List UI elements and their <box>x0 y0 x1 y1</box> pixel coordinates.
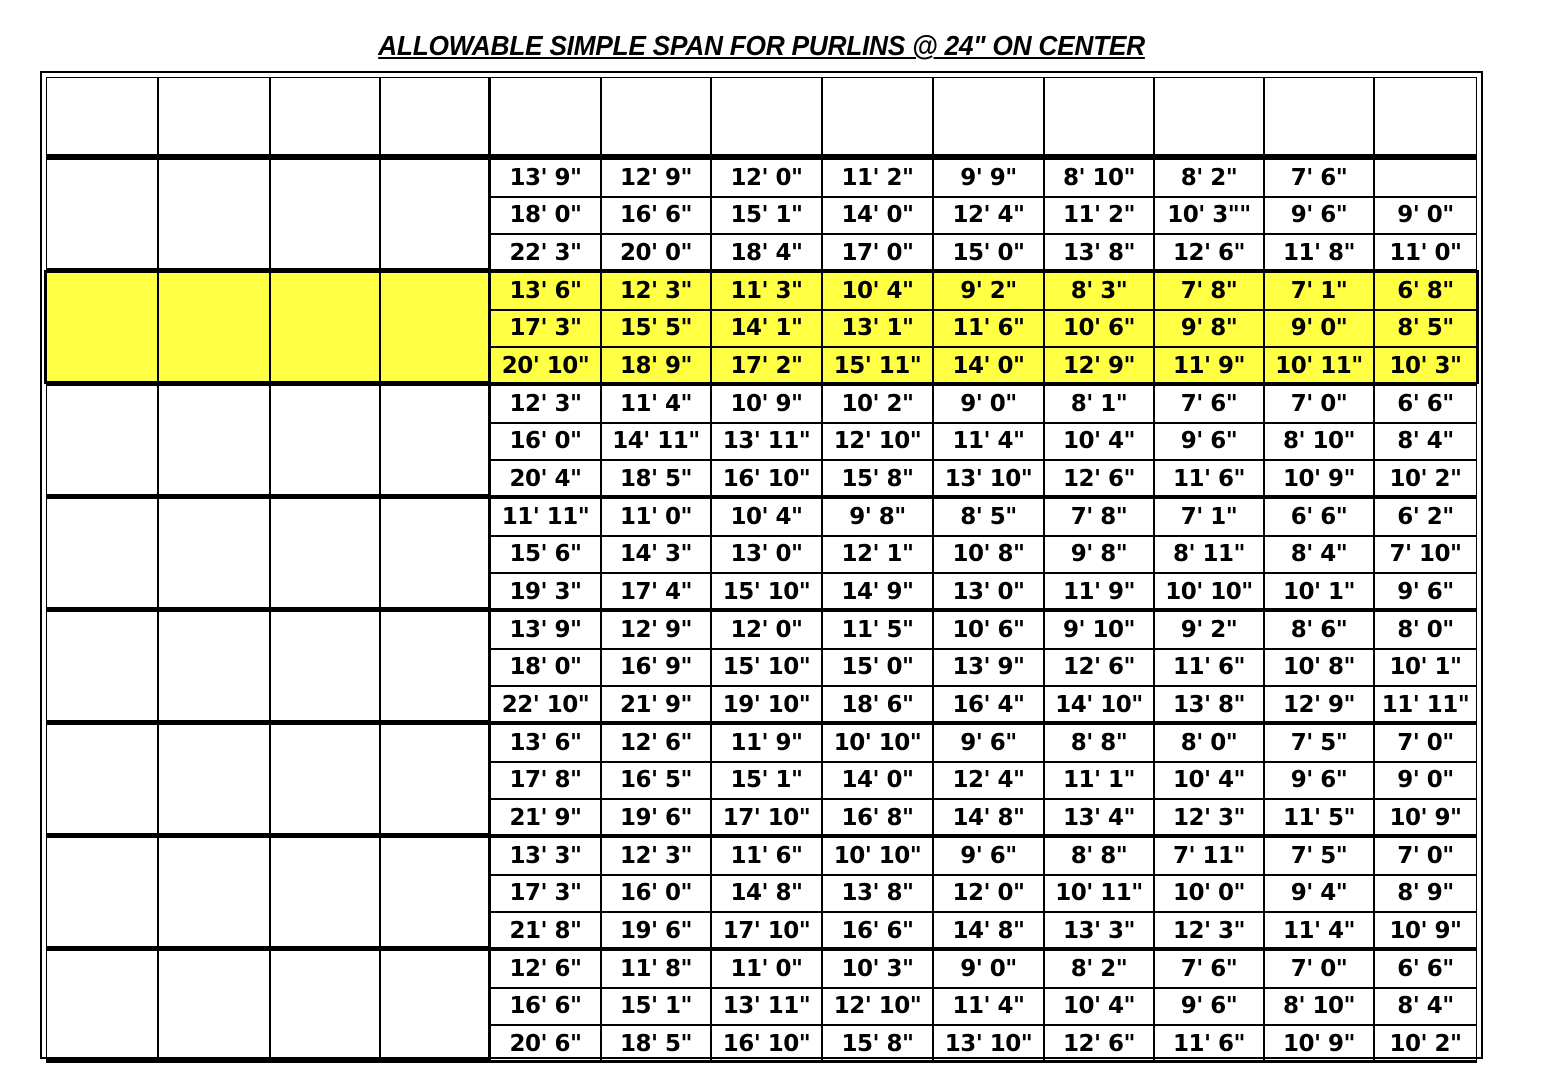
span-value-cell: 13' 1" <box>822 310 933 348</box>
header-load-20ll <box>601 77 711 155</box>
span-value-cell: 13' 3" <box>1044 912 1154 950</box>
span-value-cell: 10' 2" <box>822 385 933 423</box>
span-value-cell: 9' 6" <box>933 724 1044 762</box>
span-value-cell: 9' 6" <box>1264 762 1374 800</box>
span-value-cell: 17' 3" <box>490 875 601 913</box>
span-value-cell: 9' 6" <box>1374 573 1477 611</box>
span-table-grid <box>46 77 1477 1057</box>
grading-agency-cell <box>46 385 158 495</box>
span-value-cell: 8' 4" <box>1264 536 1374 574</box>
span-value-cell: 10' 3"" <box>1154 197 1264 235</box>
span-value-cell: 12' 3" <box>490 385 601 423</box>
span-value-cell: 8' 10" <box>1264 423 1374 461</box>
span-value-cell: 9' 0" <box>933 950 1044 988</box>
span-value-cell: 8' 3" <box>1044 272 1154 310</box>
span-value-cell: 12' 10" <box>822 988 933 1026</box>
span-value-cell: 22' 3" <box>490 234 601 272</box>
span-value-cell: 15' 1" <box>711 197 822 235</box>
span-value-cell: 8' 10" <box>1044 159 1154 197</box>
span-value-cell: 11' 6" <box>1154 1025 1264 1063</box>
span-value-cell: 6' 6" <box>1374 385 1477 423</box>
span-value-cell: 18' 0" <box>490 197 601 235</box>
span-value-cell: 9' 2" <box>933 272 1044 310</box>
span-value-cell: 10' 6" <box>1044 310 1154 348</box>
span-value-cell: 15' 11" <box>822 347 933 385</box>
span-value-cell: 7' 0" <box>1264 385 1374 423</box>
span-value-cell: 20' 10" <box>490 347 601 385</box>
fa-cell <box>158 385 270 495</box>
span-value-cell: 6' 2" <box>1374 498 1477 536</box>
span-value-cell: 11' 6" <box>933 310 1044 348</box>
span-value-cell: 13' 8" <box>822 875 933 913</box>
span-value-cell: 7' 6" <box>1154 385 1264 423</box>
span-value-cell: 15' 10" <box>711 573 822 611</box>
span-value-cell: 7' 0" <box>1374 837 1477 875</box>
page-title: ALLOWABLE SIMPLE SPAN FOR PURLINS @ 24" ON CENTER <box>378 30 1145 61</box>
span-value-cell: 18' 5" <box>601 460 711 498</box>
span-value-cell: 11' 4" <box>933 988 1044 1026</box>
span-value-cell: 10' 9" <box>1264 1025 1374 1063</box>
span-value-cell: 7' 5" <box>1264 837 1374 875</box>
span-value-cell: 17' 10" <box>711 799 822 837</box>
span-value-cell: 13' 8" <box>1044 234 1154 272</box>
span-value-cell: 14' 0" <box>933 347 1044 385</box>
span-value-cell: 9' 4" <box>1264 875 1374 913</box>
header-load-80ll <box>1374 77 1477 155</box>
span-value-cell: 8' 10" <box>1264 988 1374 1026</box>
span-value-cell: 14' 1" <box>711 310 822 348</box>
span-value-cell: 14' 3" <box>601 536 711 574</box>
span-value-cell: 11' 6" <box>1154 460 1264 498</box>
span-value-cell: 12' 9" <box>601 159 711 197</box>
span-value-cell: 13' 0" <box>933 573 1044 611</box>
span-value-cell: 12' 3" <box>1154 799 1264 837</box>
span-value-cell: 21' 8" <box>490 912 601 950</box>
header-load-15ll <box>490 77 601 155</box>
span-value-cell: 20' 0" <box>601 234 711 272</box>
span-value-cell: 12' 0" <box>933 875 1044 913</box>
purlin-size-cell <box>380 724 490 834</box>
header-special-grade <box>270 77 380 155</box>
species-group <box>46 272 1477 382</box>
span-value-cell: 10' 10" <box>822 837 933 875</box>
header-load-25ll <box>711 77 822 155</box>
span-value-cell: 7' 1" <box>1154 498 1264 536</box>
span-value-cell: 22' 10" <box>490 686 601 724</box>
span-value-cell: 9' 0" <box>1264 310 1374 348</box>
header-load-40ll <box>933 77 1044 155</box>
purlin-size-cell <box>380 950 490 1060</box>
species-group <box>46 724 1477 834</box>
span-value-cell: 11' 11" <box>490 498 601 536</box>
span-value-cell: 12' 3" <box>601 272 711 310</box>
span-value-cell: 16' 0" <box>490 423 601 461</box>
span-value-cell: 10' 4" <box>1154 762 1264 800</box>
span-value-cell: 14' 8" <box>933 912 1044 950</box>
grading-agency-cell <box>46 950 158 1060</box>
span-value-cell: 17' 3" <box>490 310 601 348</box>
span-value-cell: 14' 0" <box>822 197 933 235</box>
header-load-70ll <box>1264 77 1374 155</box>
span-value-cell: 14' 8" <box>711 875 822 913</box>
span-value-cell: 11' 8" <box>1264 234 1374 272</box>
span-value-cell: 9' 0" <box>1374 197 1477 235</box>
purlin-size-cell <box>380 611 490 721</box>
fa-cell <box>158 611 270 721</box>
header-load-60ll <box>1154 77 1264 155</box>
span-value-cell: 12' 4" <box>933 197 1044 235</box>
span-value-cell: 9' 0" <box>1374 762 1477 800</box>
span-value-cell: 13' 10" <box>933 1025 1044 1063</box>
span-value-cell: 15' 8" <box>822 1025 933 1063</box>
span-value-cell: 13' 6" <box>490 272 601 310</box>
span-value-cell: 16' 10" <box>711 1025 822 1063</box>
species-group <box>46 385 1477 495</box>
purlin-size-cell <box>380 498 490 608</box>
span-value-cell: 11' 0" <box>601 498 711 536</box>
span-value-cell: 11' 5" <box>1264 799 1374 837</box>
span-value-cell: 9' 10" <box>1044 611 1154 649</box>
span-value-cell: 7' 11" <box>1154 837 1264 875</box>
span-value-cell: 13' 3" <box>490 837 601 875</box>
span-value-cell: 16' 5" <box>601 762 711 800</box>
span-value-cell: 18' 5" <box>601 1025 711 1063</box>
span-value-cell: 10' 11" <box>1044 875 1154 913</box>
grading-agency-cell <box>46 159 158 269</box>
span-value-cell: 16' 10" <box>711 460 822 498</box>
span-value-cell: 12' 3" <box>601 837 711 875</box>
span-value-cell: 11' 1" <box>1044 762 1154 800</box>
span-value-cell: 18' 6" <box>822 686 933 724</box>
purlin-size-cell <box>380 159 490 269</box>
span-value-cell: 13' 4" <box>1044 799 1154 837</box>
special-grade-cell <box>270 159 380 269</box>
span-value-cell: 12' 6" <box>1044 1025 1154 1063</box>
group-divider <box>46 1060 1477 1063</box>
span-value-cell: 15' 0" <box>822 649 933 687</box>
span-value-cell: 19' 10" <box>711 686 822 724</box>
span-value-cell: 9' 8" <box>1044 536 1154 574</box>
span-value-cell: 12' 6" <box>601 724 711 762</box>
span-value-cell: 15' 0" <box>933 234 1044 272</box>
span-value-cell: 10' 4" <box>711 498 822 536</box>
span-value-cell: 16' 8" <box>822 799 933 837</box>
species-group <box>46 498 1477 608</box>
fa-cell <box>158 837 270 947</box>
span-value-cell: 10' 4" <box>822 272 933 310</box>
span-value-cell: 13' 6" <box>490 724 601 762</box>
span-value-cell: 7' 6" <box>1264 159 1374 197</box>
span-value-cell: 16' 6" <box>601 197 711 235</box>
span-value-cell: 13' 0" <box>711 536 822 574</box>
span-value-cell: 15' 1" <box>711 762 822 800</box>
header-load-30ll <box>822 77 933 155</box>
span-value-cell: 16' 6" <box>490 988 601 1026</box>
header-row <box>46 77 1477 155</box>
span-value-cell: 8' 4" <box>1374 988 1477 1026</box>
span-value-cell: 17' 2" <box>711 347 822 385</box>
span-value-cell: 21' 9" <box>601 686 711 724</box>
span-value-cell: 11' 3" <box>711 272 822 310</box>
span-value-cell: 20' 6" <box>490 1025 601 1063</box>
span-value-cell: 16' 9" <box>601 649 711 687</box>
span-value-cell: 9' 0" <box>933 385 1044 423</box>
span-value-cell: 15' 6" <box>490 536 601 574</box>
span-value-cell: 12' 9" <box>1264 686 1374 724</box>
span-value-cell <box>1374 159 1477 197</box>
span-value-cell: 16' 6" <box>822 912 933 950</box>
span-value-cell: 8' 2" <box>1044 950 1154 988</box>
span-value-cell: 12' 0" <box>711 611 822 649</box>
span-value-cell: 11' 11" <box>1374 686 1477 724</box>
span-value-cell: 12' 1" <box>822 536 933 574</box>
fa-cell <box>158 724 270 834</box>
span-value-cell: 10' 3" <box>822 950 933 988</box>
span-value-cell: 9' 2" <box>1154 611 1264 649</box>
span-value-cell: 10' 0" <box>1154 875 1264 913</box>
species-group <box>46 159 1477 269</box>
span-value-cell: 7' 5" <box>1264 724 1374 762</box>
span-value-cell: 10' 8" <box>1264 649 1374 687</box>
special-grade-cell <box>270 498 380 608</box>
span-value-cell: 10' 9" <box>1374 912 1477 950</box>
span-value-cell: 9' 6" <box>1154 988 1264 1026</box>
span-value-cell: 10' 4" <box>1044 423 1154 461</box>
span-value-cell: 8' 0" <box>1374 611 1477 649</box>
span-value-cell: 18' 0" <box>490 649 601 687</box>
span-value-cell: 12' 9" <box>601 611 711 649</box>
header-grading-agency <box>46 77 158 155</box>
span-value-cell: 11' 2" <box>822 159 933 197</box>
span-value-cell: 12' 4" <box>933 762 1044 800</box>
grading-agency-cell <box>46 724 158 834</box>
span-value-cell: 9' 8" <box>1154 310 1264 348</box>
span-value-cell: 9' 6" <box>1154 423 1264 461</box>
span-value-cell: 10' 9" <box>1264 460 1374 498</box>
span-value-cell: 10' 8" <box>933 536 1044 574</box>
span-value-cell: 13' 9" <box>933 649 1044 687</box>
span-value-cell: 17' 8" <box>490 762 601 800</box>
span-value-cell: 15' 10" <box>711 649 822 687</box>
span-value-cell: 6' 6" <box>1264 498 1374 536</box>
span-value-cell: 14' 10" <box>1044 686 1154 724</box>
span-value-cell: 7' 10" <box>1374 536 1477 574</box>
species-group <box>46 950 1477 1060</box>
span-value-cell: 10' 6" <box>933 611 1044 649</box>
span-value-cell: 11' 4" <box>601 385 711 423</box>
span-value-cell: 14' 9" <box>822 573 933 611</box>
span-value-cell: 7' 0" <box>1264 950 1374 988</box>
span-value-cell: 12' 6" <box>1044 460 1154 498</box>
span-value-cell: 11' 4" <box>933 423 1044 461</box>
span-value-cell: 17' 4" <box>601 573 711 611</box>
span-value-cell: 11' 9" <box>1044 573 1154 611</box>
span-value-cell: 17' 10" <box>711 912 822 950</box>
span-value-cell: 11' 9" <box>711 724 822 762</box>
span-value-cell: 10' 1" <box>1264 573 1374 611</box>
span-value-cell: 12' 6" <box>1154 234 1264 272</box>
span-value-cell: 8' 11" <box>1154 536 1264 574</box>
fa-cell <box>158 498 270 608</box>
span-value-cell: 10' 10" <box>822 724 933 762</box>
span-value-cell: 6' 8" <box>1374 272 1477 310</box>
span-value-cell: 8' 9" <box>1374 875 1477 913</box>
span-value-cell: 14' 0" <box>822 762 933 800</box>
span-value-cell: 17' 0" <box>822 234 933 272</box>
span-value-cell: 8' 4" <box>1374 423 1477 461</box>
span-value-cell: 15' 5" <box>601 310 711 348</box>
span-value-cell: 11' 9" <box>1154 347 1264 385</box>
span-value-cell: 13' 9" <box>490 611 601 649</box>
span-value-cell: 8' 6" <box>1264 611 1374 649</box>
span-value-cell: 7' 8" <box>1154 272 1264 310</box>
span-value-cell: 15' 1" <box>601 988 711 1026</box>
span-value-cell: 13' 11" <box>711 423 822 461</box>
span-value-cell: 11' 6" <box>1154 649 1264 687</box>
grading-agency-cell <box>46 837 158 947</box>
span-value-cell: 20' 4" <box>490 460 601 498</box>
special-grade-cell <box>270 724 380 834</box>
span-value-cell: 13' 10" <box>933 460 1044 498</box>
span-value-cell: 8' 2" <box>1154 159 1264 197</box>
span-value-cell: 12' 10" <box>822 423 933 461</box>
span-value-cell: 6' 6" <box>1374 950 1477 988</box>
span-value-cell: 8' 8" <box>1044 724 1154 762</box>
grading-agency-cell <box>46 498 158 608</box>
span-value-cell: 9' 9" <box>933 159 1044 197</box>
span-value-cell: 8' 1" <box>1044 385 1154 423</box>
span-value-cell: 11' 4" <box>1264 912 1374 950</box>
special-grade-cell <box>270 837 380 947</box>
span-value-cell: 9' 8" <box>822 498 933 536</box>
span-value-cell: 13' 9" <box>490 159 601 197</box>
header-purlin-size <box>380 77 490 155</box>
span-value-cell: 7' 8" <box>1044 498 1154 536</box>
species-group <box>46 611 1477 721</box>
span-value-cell: 10' 1" <box>1374 649 1477 687</box>
span-value-cell: 10' 9" <box>1374 799 1477 837</box>
span-value-cell: 19' 3" <box>490 573 601 611</box>
fa-cell <box>158 272 270 382</box>
span-value-cell: 10' 4" <box>1044 988 1154 1026</box>
special-grade-cell <box>270 272 380 382</box>
grading-agency-cell <box>46 272 158 382</box>
span-value-cell: 12' 0" <box>711 159 822 197</box>
span-value-cell: 8' 5" <box>933 498 1044 536</box>
span-value-cell: 14' 8" <box>933 799 1044 837</box>
span-value-cell: 18' 9" <box>601 347 711 385</box>
span-value-cell: 9' 6" <box>933 837 1044 875</box>
span-value-cell: 11' 5" <box>822 611 933 649</box>
span-value-cell: 12' 6" <box>1044 649 1154 687</box>
span-value-cell: 21' 9" <box>490 799 601 837</box>
span-value-cell: 16' 4" <box>933 686 1044 724</box>
span-value-cell: 16' 0" <box>601 875 711 913</box>
grading-agency-cell <box>46 611 158 721</box>
span-value-cell: 11' 8" <box>601 950 711 988</box>
span-value-cell: 18' 4" <box>711 234 822 272</box>
span-value-cell: 8' 8" <box>1044 837 1154 875</box>
span-value-cell: 7' 0" <box>1374 724 1477 762</box>
species-group <box>46 837 1477 947</box>
span-value-cell: 10' 2" <box>1374 1025 1477 1063</box>
span-value-cell: 11' 0" <box>711 950 822 988</box>
span-value-cell: 9' 6" <box>1264 197 1374 235</box>
span-value-cell: 12' 3" <box>1154 912 1264 950</box>
span-value-cell: 11' 0" <box>1374 234 1477 272</box>
header-fa <box>158 77 270 155</box>
span-value-cell: 10' 2" <box>1374 460 1477 498</box>
fa-cell <box>158 950 270 1060</box>
purlin-size-cell <box>380 837 490 947</box>
span-value-cell: 11' 6" <box>711 837 822 875</box>
span-value-cell: 14' 11" <box>601 423 711 461</box>
special-grade-cell <box>270 950 380 1060</box>
span-value-cell: 7' 6" <box>1154 950 1264 988</box>
span-value-cell: 10' 10" <box>1154 573 1264 611</box>
span-value-cell: 10' 11" <box>1264 347 1374 385</box>
span-value-cell: 7' 1" <box>1264 272 1374 310</box>
span-value-cell: 12' 6" <box>490 950 601 988</box>
span-value-cell: 19' 6" <box>601 799 711 837</box>
span-value-cell: 8' 0" <box>1154 724 1264 762</box>
fa-cell <box>158 159 270 269</box>
purlin-size-cell <box>380 272 490 382</box>
span-value-cell: 10' 9" <box>711 385 822 423</box>
span-value-cell: 15' 8" <box>822 460 933 498</box>
span-value-cell: 19' 6" <box>601 912 711 950</box>
span-value-cell: 11' 2" <box>1044 197 1154 235</box>
span-table <box>40 71 1483 1059</box>
span-value-cell: 10' 3" <box>1374 347 1477 385</box>
special-grade-cell <box>270 385 380 495</box>
special-grade-cell <box>270 611 380 721</box>
span-value-cell: 12' 9" <box>1044 347 1154 385</box>
purlin-size-cell <box>380 385 490 495</box>
span-value-cell: 13' 11" <box>711 988 822 1026</box>
header-load-50ll <box>1044 77 1154 155</box>
span-value-cell: 8' 5" <box>1374 310 1477 348</box>
span-value-cell: 13' 8" <box>1154 686 1264 724</box>
